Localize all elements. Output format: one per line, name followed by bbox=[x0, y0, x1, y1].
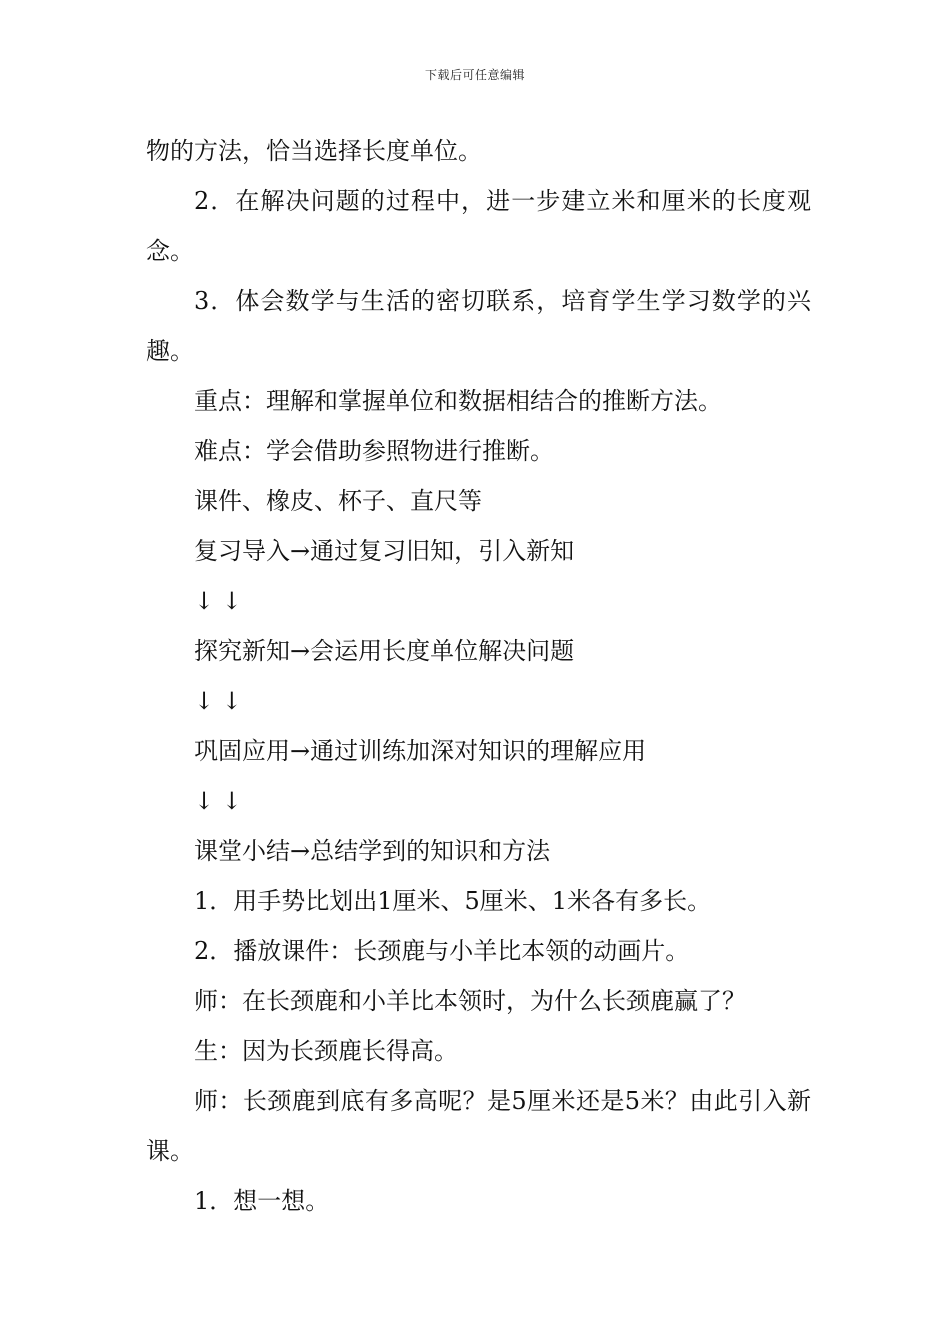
paragraph-student-answer: 生：因为长颈鹿长得高。 bbox=[194, 1037, 458, 1065]
paragraph-objective-2: 2．在解决问题的过程中，进一步建立米和厘米的长度观念。 bbox=[146, 187, 811, 265]
paragraph-1: 物的方法，恰当选择长度单位。 bbox=[146, 137, 482, 165]
paragraph-think: 1．想一想。 bbox=[194, 1187, 330, 1215]
flow-step-summary: 课堂小结→总结学到的知识和方法 bbox=[194, 837, 551, 865]
flow-arrows-1: ↓ ↓ bbox=[194, 587, 242, 615]
paragraph-objective-3: 3．体会数学与生活的密切联系，培育学生学习数学的兴趣。 bbox=[146, 287, 811, 365]
paragraph-teacher-question: 师：在长颈鹿和小羊比本领时，为什么长颈鹿赢了？ bbox=[194, 987, 746, 1015]
page-header: 下载后可任意编辑 bbox=[424, 68, 525, 82]
flow-step-consolidate: 巩固应用→通过训练加深对知识的理解应用 bbox=[194, 737, 647, 765]
flow-arrows-2: ↓ ↓ bbox=[194, 687, 242, 715]
paragraph-activity-2: 2．播放课件：长颈鹿与小羊比本领的动画片。 bbox=[194, 937, 690, 965]
paragraph-key-point: 重点：理解和掌握单位和数据相结合的推断方法。 bbox=[194, 387, 722, 415]
document-body bbox=[146, 126, 811, 1226]
paragraph-difficulty: 难点：学会借助参照物进行推断。 bbox=[194, 437, 554, 465]
paragraph-teacher-followup: 师：长颈鹿到底有多高呢？是5厘米还是5米？由此引入新课。 bbox=[146, 1087, 811, 1165]
flow-step-explore: 探究新知→会运用长度单位解决问题 bbox=[194, 637, 575, 665]
paragraph-materials: 课件、橡皮、杯子、直尺等 bbox=[194, 487, 482, 515]
flow-arrows-3: ↓ ↓ bbox=[194, 787, 242, 815]
paragraph-activity-1: 1．用手势比划出1厘米、5厘米、1米各有多长。 bbox=[194, 887, 712, 915]
flow-step-review: 复习导入→通过复习旧知，引入新知 bbox=[194, 537, 575, 565]
